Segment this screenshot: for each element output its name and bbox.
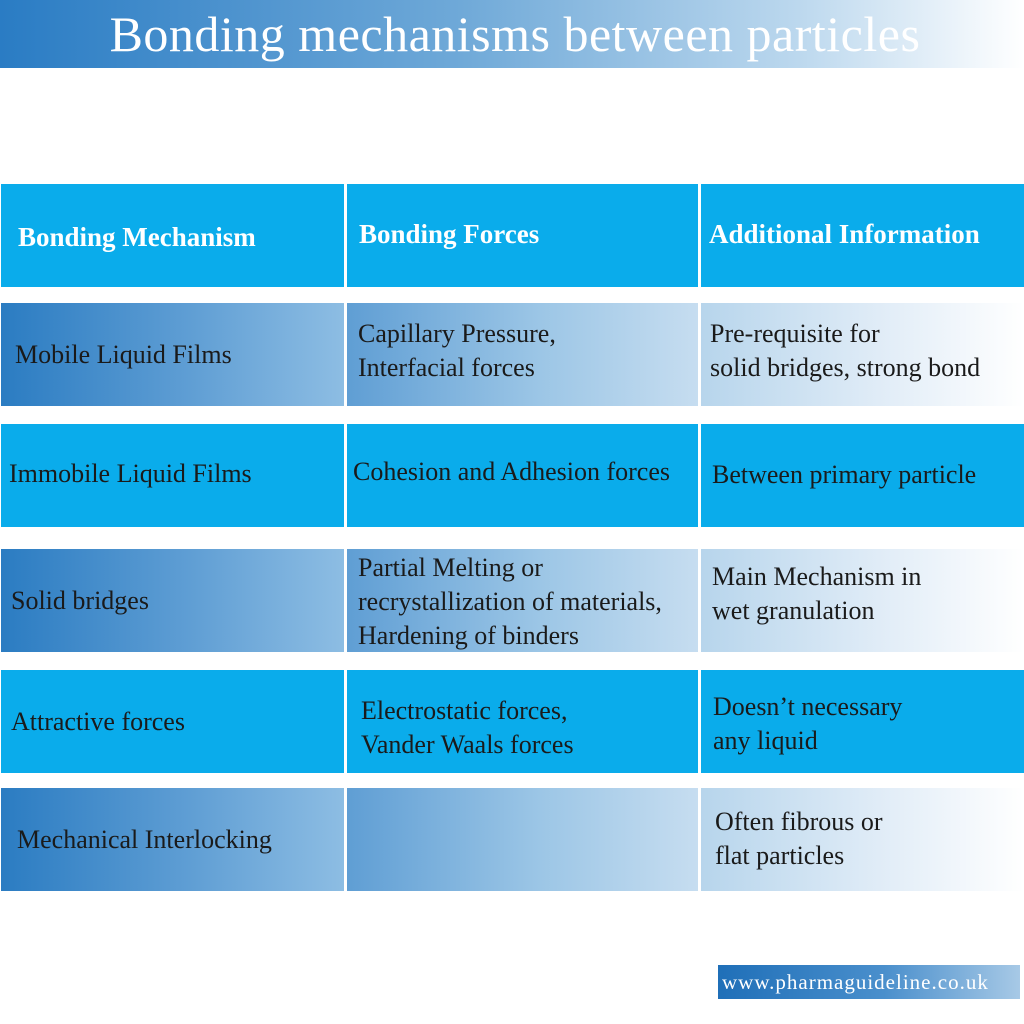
row-2-info-line-1: Between primary particle [712, 459, 977, 489]
header-cell-forces [347, 184, 698, 287]
row-3-forces-line-2: recrystallization of materials, [358, 586, 662, 616]
header-cell-mechanism [1, 184, 344, 287]
page-title: Bonding mechanisms between particles [109, 6, 921, 62]
header-cell-info [701, 184, 1024, 287]
row-1-forces-line-1: Capillary Pressure, [358, 318, 556, 348]
row-4-forces-line-1: Electrostatic forces, [361, 695, 568, 725]
row-3-info-line-2: wet granulation [712, 595, 875, 625]
row-4-mechanism [1, 670, 344, 773]
row-2-mechanism-label: Immobile Liquid Films [9, 458, 252, 488]
row-3-forces-line-3: Hardening of binders [358, 620, 579, 650]
row-3-mechanism-label: Solid bridges [11, 585, 149, 615]
row-1-forces [347, 303, 698, 406]
row-1-info-line-1: Pre-requisite for [710, 318, 880, 348]
row-2-forces [347, 424, 698, 527]
website-url[interactable]: www.pharmaguideline.co.uk [718, 965, 1020, 999]
row-5-info-line-2: flat particles [715, 840, 845, 870]
row-2-forces-line-1: Cohesion and Adhesion forces [353, 456, 671, 486]
row-4-info-line-2: any liquid [713, 725, 818, 755]
row-4-forces-line-2: Vander Waals forces [361, 729, 574, 759]
row-1-forces-line-2: Interfacial forces [358, 352, 535, 382]
row-1-mechanism-label: Mobile Liquid Films [15, 339, 232, 369]
row-1-info [701, 303, 1024, 406]
row-5-mechanism-label: Mechanical Interlocking [17, 824, 272, 854]
row-4-forces [347, 670, 698, 773]
row-4-info-line-1: Doesn’t necessary [713, 691, 903, 721]
header-label-info: Additional Information [709, 218, 980, 249]
row-5-info-line-1: Often fibrous or [715, 806, 883, 836]
row-3-info [701, 549, 1024, 652]
row-1-info-line-2: solid bridges, strong bond [710, 352, 981, 382]
title-bar [0, 0, 1024, 68]
row-2-mechanism [1, 424, 344, 527]
header-label-forces: Bonding Forces [359, 218, 540, 249]
row-4-mechanism-label: Attractive forces [11, 706, 185, 736]
row-5-forces [347, 788, 698, 891]
row-2-info [701, 424, 1024, 527]
row-3-forces-line-1: Partial Melting or [358, 552, 543, 582]
row-4-info [701, 670, 1024, 773]
row-3-info-line-1: Main Mechanism in [712, 561, 922, 591]
row-3-mechanism [1, 549, 344, 652]
row-3-forces [347, 549, 698, 652]
row-5-mechanism [1, 788, 344, 891]
row-1-mechanism [1, 303, 344, 406]
row-5-info [701, 788, 1024, 891]
header-label-mechanism: Bonding Mechanism [18, 221, 256, 252]
